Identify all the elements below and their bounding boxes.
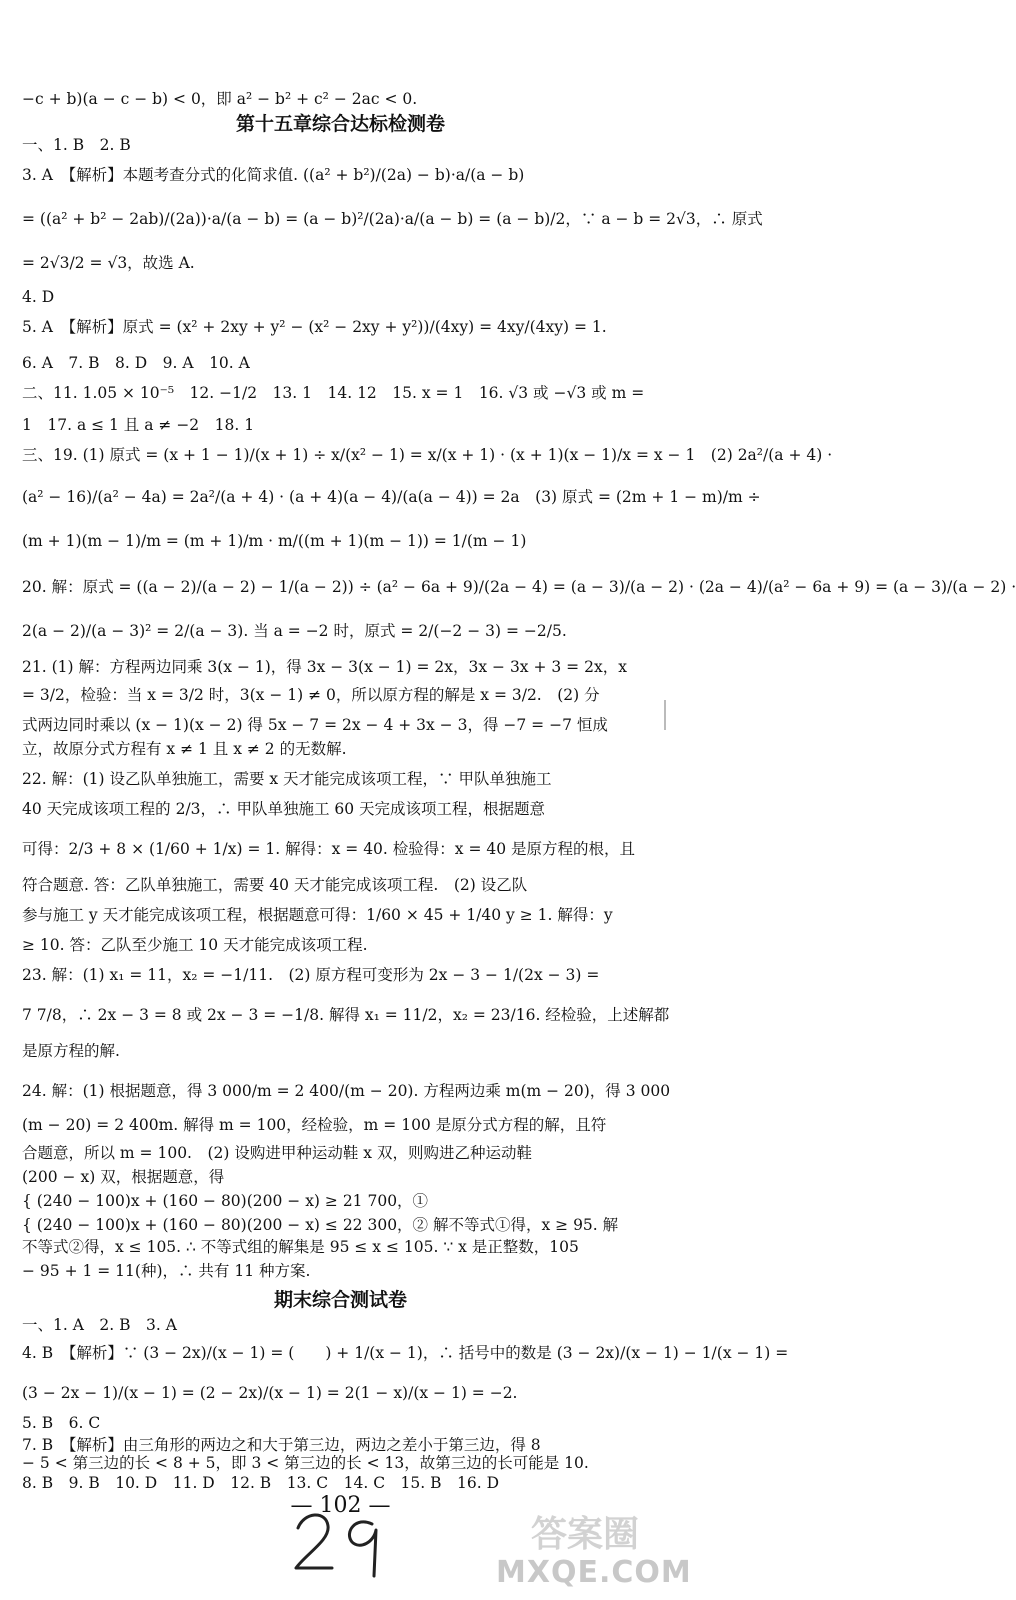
text-line: 二、11. 1.05 × 10⁻⁵ 12. −1/2 13. 1 14. 12 15. x = 1 16. √3 或 −√3 或 m =	[22, 384, 645, 402]
page-number: — 102 —	[290, 1493, 391, 1518]
text-line: 3. A 【解析】本题考查分式的化简求值. ((a² + b²)/(2a) − b)·a/(a − b)	[22, 166, 525, 184]
text-line: 一、1. A 2. B 3. A	[22, 1316, 177, 1334]
text-line: = 2√3/2 = √3，故选 A.	[22, 254, 195, 272]
text-line: 参与施工 y 天才能完成该项工程，根据题意可得：1/60 × 45 + 1/40 y ≥ 1. 解得：y	[22, 906, 613, 924]
text-line: 是原方程的解.	[22, 1042, 120, 1060]
text-line: −c + b)(a − c − b) < 0，即 a² − b² + c² − 2ac < 0.	[22, 90, 418, 108]
text-line: 符合题意. 答：乙队单独施工，需要 40 天才能完成该项工程. (2) 设乙队	[22, 876, 528, 894]
text-line: 合题意，所以 m = 100. (2) 设购进甲种运动鞋 x 双，则购进乙种运动鞋	[22, 1144, 532, 1162]
text-line: − 95 + 1 = 11(种)，∴ 共有 11 种方案.	[22, 1262, 311, 1280]
text-line: 20. 解：原式 = ((a − 2)/(a − 2) − 1/(a − 2)) ÷ (a² − 6a + 9)/(2a − 4) = (a − 3)/(a − 2) · (2a − 4)/(a² − 6a + 9) = (a − 3)/(a − 2) ·	[22, 578, 1016, 596]
text-line: (m − 20) = 2 400m. 解得 m = 100，经检验，m = 100 是原分式方程的解，且符	[22, 1116, 607, 1134]
text-line: 2(a − 2)/(a − 3)² = 2/(a − 3). 当 a = −2 时，原式 = 2/(−2 − 3) = −2/5.	[22, 622, 567, 640]
handwritten-page-note	[286, 1502, 406, 1582]
text-line: (a² − 16)/(a² − 4a) = 2a²/(a + 4) · (a + 4)(a − 4)/(a(a − 4)) = 2a (3) 原式 = (2m + 1 − m)/m ÷	[22, 488, 761, 506]
text-line: 5. B 6. C	[22, 1414, 101, 1432]
section-heading-chapter15: 第十五章综合达标检测卷	[235, 113, 445, 135]
watermark-url: MXQE.COM	[496, 1555, 692, 1590]
text-line: 40 天完成该项工程的 2/3，∴ 甲队单独施工 60 天完成该项工程，根据题意	[22, 800, 546, 818]
text-line: 8. B 9. B 10. D 11. D 12. B 13. C 14. C 15. B 16. D	[22, 1474, 500, 1492]
text-line: 7 7/8，∴ 2x − 3 = 8 或 2x − 3 = −1/8. 解得 x₁ = 11/2，x₂ = 23/16. 经检验，上述解都	[22, 1006, 670, 1024]
text-line: 22. 解：(1) 设乙队单独施工，需要 x 天才能完成该项工程，∵ 甲队单独施工	[22, 770, 552, 788]
text-line: 24. 解：(1) 根据题意，得 3 000/m = 2 400/(m − 20). 方程两边乘 m(m − 20)，得 3 000	[22, 1082, 671, 1100]
watermark-logo-text: 答案圈	[530, 1514, 639, 1555]
text-line: ≥ 10. 答：乙队至少施工 10 天才能完成该项工程.	[22, 936, 368, 954]
text-line: 可得：2/3 + 8 × (1/60 + 1/x) = 1. 解得：x = 40. 检验得：x = 40 是原方程的根，且	[22, 840, 636, 858]
page-edge-mark	[664, 700, 670, 730]
text-line: − 5 < 第三边的长 < 8 + 5，即 3 < 第三边的长 < 13，故第三边的长可能是 10.	[22, 1454, 589, 1472]
text-line: 立，故原分式方程有 x ≠ 1 且 x ≠ 2 的无数解.	[22, 740, 347, 758]
text-line: 4. B 【解析】∵ (3 − 2x)/(x − 1) = ( ) + 1/(x − 1)，∴ 括号中的数是 (3 − 2x)/(x − 1) − 1/(x − 1) =	[22, 1344, 789, 1362]
section-heading-final: 期末综合测试卷	[273, 1289, 407, 1311]
text-line: 23. 解：(1) x₁ = 11，x₂ = −1/11. (2) 原方程可变形为 2x − 3 − 1/(2x − 3) =	[22, 966, 600, 984]
text-line: (200 − x) 双，根据题意，得	[22, 1168, 225, 1186]
text-line: = ((a² + b² − 2ab)/(2a))·a/(a − b) = (a − b)²/(2a)·a/(a − b) = (a − b)/2，∵ a − b = 2√3，∴ 原式	[22, 210, 763, 228]
text-line: 21. (1) 解：方程两边同乘 3(x − 1)，得 3x − 3(x − 1) = 2x，3x − 3x + 3 = 2x，x	[22, 658, 627, 676]
text-line: 5. A 【解析】原式 = (x² + 2xy + y² − (x² − 2xy + y²))/(4xy) = 4xy/(4xy) = 1.	[22, 318, 607, 336]
text-line: 三、19. (1) 原式 = (x + 1 − 1)/(x + 1) ÷ x/(x² − 1) = x/(x + 1) · (x + 1)(x − 1)/x = x − 1 (2) 2a²/(a + 4) ·	[22, 446, 833, 464]
text-line: 一、1. B 2. B	[22, 136, 131, 154]
text-line: { (240 − 100)x + (160 − 80)(200 − x) ≥ 21 700，①	[22, 1192, 429, 1210]
text-line: { (240 − 100)x + (160 − 80)(200 − x) ≤ 22 300，② 解不等式①得，x ≥ 95. 解	[22, 1216, 619, 1234]
text-line: 4. D	[22, 288, 55, 306]
text-line: (m + 1)(m − 1)/m = (m + 1)/m · m/((m + 1)(m − 1)) = 1/(m − 1)	[22, 532, 527, 550]
text-line: (3 − 2x − 1)/(x − 1) = (2 − 2x)/(x − 1) = 2(1 − x)/(x − 1) = −2.	[22, 1384, 518, 1402]
text-line: 7. B 【解析】由三角形的两边之和大于第三边，两边之差小于第三边，得 8	[22, 1436, 541, 1454]
text-line: 式两边同时乘以 (x − 1)(x − 2) 得 5x − 7 = 2x − 4 + 3x − 3，得 −7 = −7 恒成	[22, 716, 608, 734]
text-line: = 3/2，检验：当 x = 3/2 时，3(x − 1) ≠ 0，所以原方程的解是 x = 3/2. (2) 分	[22, 686, 600, 704]
text-line: 不等式②得，x ≤ 105. ∴ 不等式组的解集是 95 ≤ x ≤ 105. ∵ x 是正整数，105	[22, 1238, 579, 1256]
text-line: 1 17. a ≤ 1 且 a ≠ −2 18. 1	[22, 416, 255, 434]
text-line: 6. A 7. B 8. D 9. A 10. A	[22, 354, 250, 372]
site-watermark	[496, 1506, 692, 1594]
